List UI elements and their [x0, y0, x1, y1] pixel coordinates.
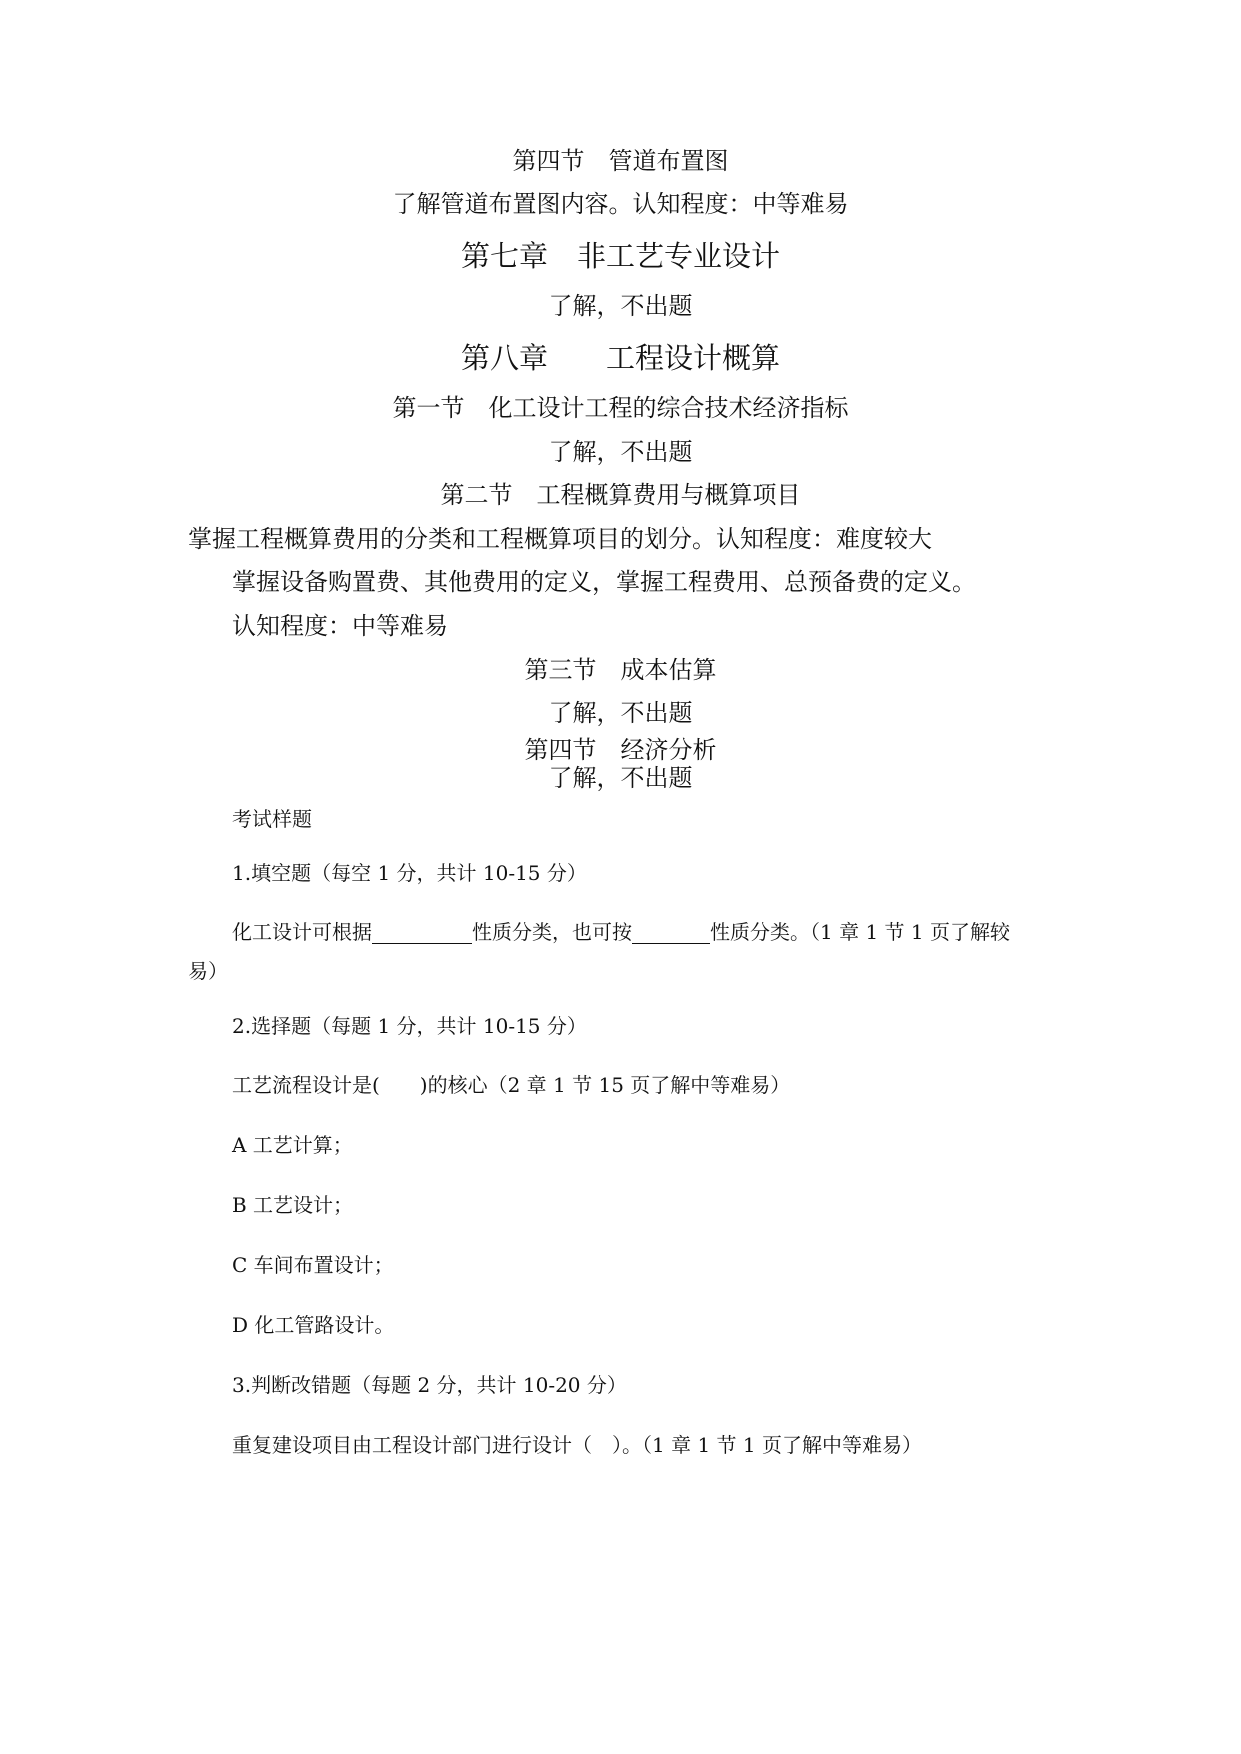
section-heading: 第三节 成本估算 — [524, 656, 717, 684]
section-heading: 第四节 经济分析 — [524, 736, 717, 764]
question-stem: 工艺流程设计是( )的核心（2 章 1 节 15 页了解中等难易） — [232, 1073, 791, 1097]
question-stem — [232, 916, 1010, 945]
question-text: 化工设计可根据 — [232, 920, 372, 944]
question-text: 性质分类。（1 章 1 节 1 页了解较 — [710, 920, 1010, 944]
chapter-heading: 第八章 工程设计概算 — [460, 341, 780, 375]
paragraph: 了解，不出题 — [548, 292, 693, 320]
answer-option: D 化工管路设计。 — [232, 1313, 395, 1337]
paragraph: 了解，不出题 — [548, 699, 693, 727]
answer-option: C 车间布置设计； — [232, 1253, 394, 1277]
question-stem: 重复建设项目由工程设计部门进行设计（ ）。（1 章 1 节 1 页了解中等难易） — [232, 1433, 922, 1457]
question-title: 3.判断改错题（每题 2 分，共计 10-20 分） — [232, 1373, 627, 1397]
section-heading: 第二节 工程概算费用与概算项目 — [440, 481, 801, 509]
paragraph: 认知程度：中等难易 — [232, 612, 448, 640]
paragraph: 了解管道布置图内容。认知程度：中等难易 — [392, 190, 849, 218]
question-stem-continued: 易） — [188, 959, 228, 983]
chapter-heading: 第七章 非工艺专业设计 — [460, 239, 780, 273]
exam-heading: 考试样题 — [232, 807, 312, 831]
answer-blank — [372, 922, 472, 944]
answer-option: B 工艺设计； — [232, 1193, 354, 1217]
paragraph: 了解，不出题 — [548, 438, 693, 466]
answer-blank — [632, 922, 710, 944]
paragraph: 掌握设备购置费、其他费用的定义，掌握工程费用、总预备费的定义。 — [232, 568, 976, 596]
paragraph: 了解，不出题 — [548, 764, 693, 792]
section-heading: 第四节 管道布置图 — [512, 147, 729, 175]
answer-option: A 工艺计算； — [232, 1133, 353, 1157]
question-title: 1.填空题（每空 1 分，共计 10-15 分） — [232, 861, 587, 885]
question-title: 2.选择题（每题 1 分，共计 10-15 分） — [232, 1014, 587, 1038]
paragraph: 掌握工程概算费用的分类和工程概算项目的划分。认知程度：难度较大 — [188, 525, 932, 553]
question-text: 性质分类，也可按 — [472, 920, 632, 944]
section-heading: 第一节 化工设计工程的综合技术经济指标 — [392, 394, 849, 422]
